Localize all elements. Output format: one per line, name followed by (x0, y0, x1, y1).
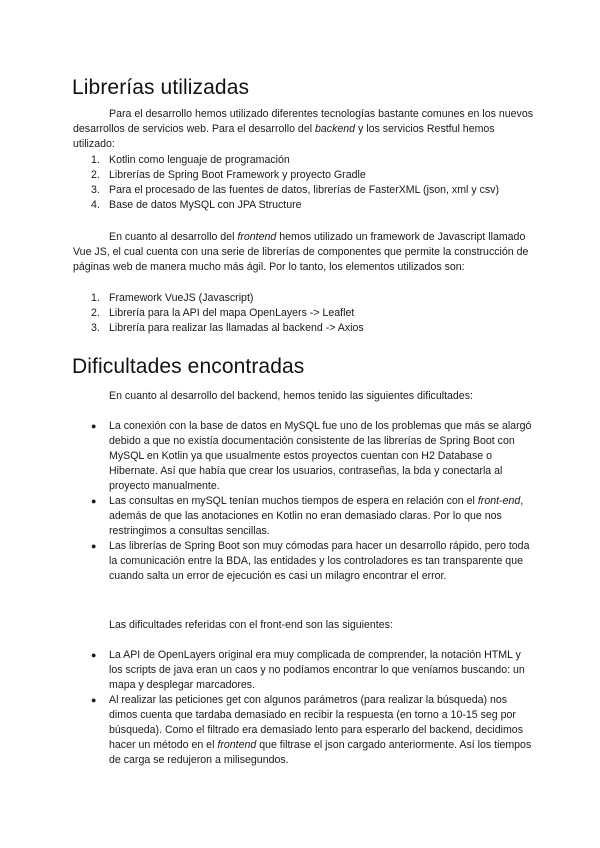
list-item (73, 693, 533, 768)
list-item (73, 153, 523, 168)
list-item-emphasis: frontend (217, 739, 257, 751)
frontend-difficulties-intro: Las dificultades referidas con el front-end son las siguientes: (109, 619, 393, 631)
list-item-text: Al realizar las peticiones get con algunos parámetros (para realizar la búsqueda) nos dimos cuenta que tardaba demasiado en recibir la respuesta (en torno a 10-15 seg por búsqueda). Como el filtrado era demasiado lento para esperarlo del backend, decidimos hacer un método en el (109, 694, 523, 751)
frontend-intro-emphasis: frontend (237, 231, 277, 243)
list-item-text: Librerías de Spring Boot Framework y proyecto Gradle (109, 169, 366, 181)
list-number: 1. (91, 154, 100, 166)
list-item (73, 183, 523, 198)
list-item-text: Las librerías de Spring Boot son muy cómodas para hacer un desarrollo rápido, pero toda la comunicación entre la BDA, las entidades y los controladores es tan transparente que cuando salta un error de ejecución es casi un milagro encontrar el error. (109, 540, 530, 582)
bullet-icon: ● (91, 496, 97, 506)
list-item-text: Librería para realizar las llamadas al backend -> Axios (109, 322, 364, 334)
bullet-icon: ● (91, 650, 97, 660)
list-item (73, 419, 533, 494)
list-item (73, 648, 533, 693)
frontend-difficulties-list (73, 648, 533, 768)
frontend-intro-paragraph (73, 230, 533, 275)
list-item (73, 291, 523, 306)
intro-emphasis: backend (315, 123, 356, 135)
list-number: 2. (91, 307, 100, 319)
list-item (73, 198, 523, 213)
bullet-icon: ● (91, 695, 97, 705)
list-item-text: La conexión con la base de datos en MySQL fue uno de los problemas que más se alargó debido a que no existía documentación consistente de las librerías de Spring Boot con MySQL en Kotlin ya que usualmente estos proyectos cuentan con H2 Database o Hibernate. Así que había que crear los usuarios, contraseñas, la bda y conectarla al proyecto manualmente. (109, 420, 532, 492)
intro-text-a: Para el desarrollo hemos utilizado diferentes tecnologías bastante comunes en los nuevos desarrollos de servicios web. Para el desarrollo del (73, 108, 534, 135)
list-number: 3. (91, 184, 100, 196)
list-number: 2. (91, 169, 100, 181)
backend-library-list (73, 153, 523, 213)
list-item-text: La API de OpenLayers original era muy complicada de comprender, la notación HTML y los scripts de java eran un caos y no podíamos encontrar lo que veníamos buscando: un mapa y desplegar marcadores. (109, 649, 525, 691)
list-item (73, 494, 533, 539)
heading-dificultades: Dificultades encontradas (72, 355, 305, 378)
list-number: 4. (91, 199, 100, 211)
frontend-library-list (73, 291, 523, 336)
heading-librerias: Librerías utilizadas (72, 76, 250, 99)
list-number: 3. (91, 322, 100, 334)
backend-difficulties-intro: En cuanto al desarrollo del backend, hemos tenido las siguientes dificultades: (109, 390, 473, 402)
list-item-text-tail: , además de que las anotaciones en Kotlin no eran demasiado claras. Por lo que nos restringimos a consultas sencillas. (109, 495, 524, 537)
list-item-text-tail: que filtrase el json cargado anteriormente. Así los tiempos de carga se redujeron a milisegundos. (109, 739, 532, 766)
list-item (73, 168, 523, 183)
list-number: 1. (91, 292, 100, 304)
frontend-intro-text-b: hemos utilizado un framework de Javascript llamado Vue JS, el cual cuenta con una serie de librerías de componentes que permite la construcción de páginas web de manera mucho más ágil. Por lo tanto, los elementos utilizados son: (73, 231, 529, 273)
bullet-icon: ● (91, 421, 97, 431)
list-item-emphasis: front-end (477, 495, 521, 507)
list-item-text: Para el procesado de las fuentes de datos, librerías de FasterXML (json, xml y csv) (109, 184, 499, 196)
bullet-icon: ● (91, 541, 97, 551)
list-item-text: Kotlin como lenguaje de programación (109, 154, 290, 166)
list-item (73, 306, 523, 321)
intro-text-b: y los servicios Restful hemos utilizado: (73, 123, 495, 150)
intro-paragraph (73, 107, 533, 152)
list-item-text: Librería para la API del mapa OpenLayers -> Leaflet (109, 307, 355, 319)
list-item-text: Framework VueJS (Javascript) (109, 292, 254, 304)
backend-difficulties-list (73, 419, 533, 584)
list-item-text: Las consultas en mySQL tenían muchos tiempos de espera en relación con el (109, 495, 478, 507)
frontend-intro-text-a: En cuanto al desarrollo del (109, 231, 238, 243)
list-item (73, 539, 533, 584)
list-item-text: Base de datos MySQL con JPA Structure (109, 199, 302, 211)
list-item (73, 321, 523, 336)
